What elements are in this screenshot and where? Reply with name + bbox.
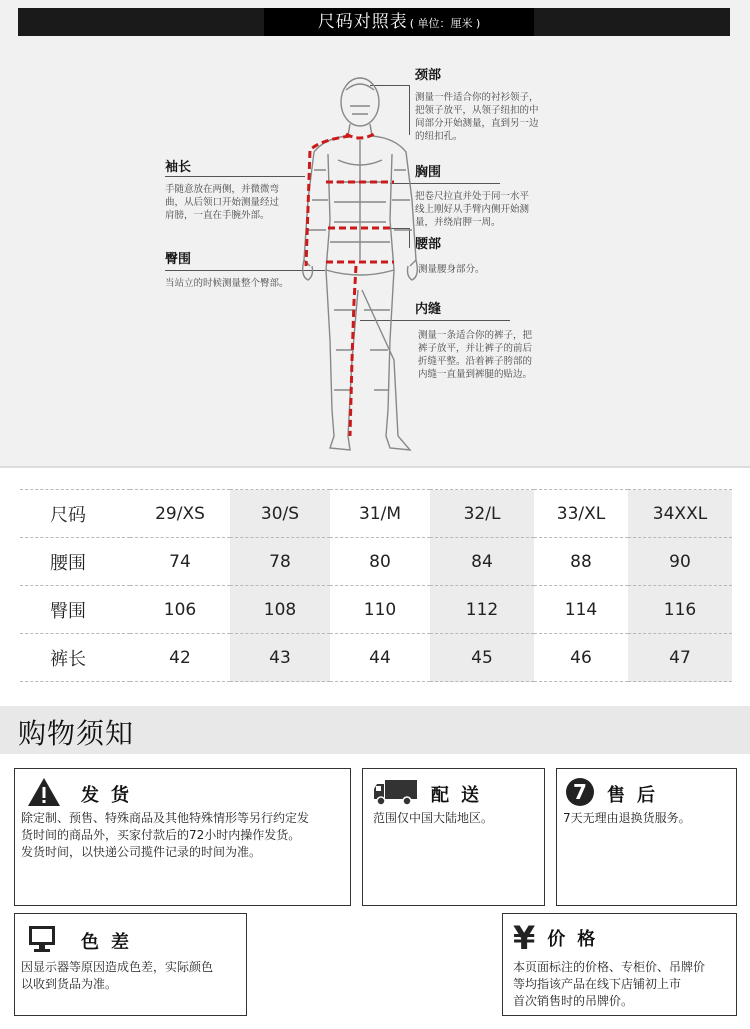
table-cell: 108 [230,586,330,634]
table-cell: 46 [534,634,628,682]
neck-description: 测量一件适合你的衬衫领子， 把领子放平，从领子纽扣的中 间部分开始测量，直到另一边 的纽扣孔。 [415,92,539,142]
size-table [20,489,732,682]
monitor-icon [27,924,57,958]
delivery-title: 配送 [431,785,491,806]
sleeve-callout-line [165,176,305,177]
seven-days-icon [565,777,595,811]
inseam-description: 测量一条适合你的裤子，把 裤子放平，并让裤子的前后 折缝平整。沿着裤子胯部的 内缝一直量到裤腿的贴边。 [418,330,533,380]
size-chart-title-bar [18,8,730,36]
waist-label: 腰部 [415,237,442,252]
hip-description: 当站立的时候测量整个臀部。 [165,278,289,289]
chest-label: 胸围 [415,165,442,180]
table-cell: 腰围 [20,538,130,586]
table-cell: 42 [130,634,230,682]
delivery-text: 范围仅中国大陆地区。 [373,811,494,825]
sleeve-description: 手随意放在两侧，并微微弯 曲，从后领口开始测量经过 肩膀，一直在手腕外部。 [165,184,280,221]
truck-icon [373,777,419,811]
table-cell: 80 [330,538,430,586]
table-cell: 32/L [430,490,534,538]
neck-label: 颈部 [415,68,442,83]
aftersale-text: 7天无理由退换货服务。 [563,811,691,825]
table-cell: 47 [628,634,732,682]
table-row [20,538,732,586]
size-chart-figure [0,0,750,468]
color-header [27,924,141,958]
color-title: 色差 [81,932,141,953]
aftersale-box [556,768,737,906]
body-figure-illustration [290,70,430,462]
table-cell: 112 [430,586,534,634]
price-title: 价格 [547,929,608,950]
warning-icon [27,777,61,811]
table-cell: 74 [130,538,230,586]
table-cell: 84 [430,538,534,586]
sleeve-label: 袖长 [165,160,192,175]
inseam-label: 内缝 [415,302,442,317]
delivery-box [362,768,545,906]
table-cell: 31/M [330,490,430,538]
price-text: 本页面标注的价格、专柜价、吊牌价 等均指该产品在线下店铺初上市 首次销售时的吊牌价。 [513,960,706,1008]
table-row [20,586,732,634]
table-cell: 78 [230,538,330,586]
size-chart-title-text: 尺码对照表 [317,12,408,32]
notice-header [0,706,750,754]
table-cell: 45 [430,634,534,682]
color-text: 因显示器等原因造成色差，实际颜色 以收到货品为准。 [21,960,214,991]
yen-icon: ¥ [513,919,536,957]
table-cell: 88 [534,538,628,586]
size-chart-unit: ( 单位：厘米 ) [409,17,481,30]
table-cell: 114 [534,586,628,634]
notice-title: 购物须知 [18,717,135,750]
table-cell: 43 [230,634,330,682]
table-cell: 29/XS [130,490,230,538]
color-box [14,913,247,1016]
table-cell: 30/S [230,490,330,538]
table-cell: 106 [130,586,230,634]
table-cell: 33/XL [534,490,628,538]
chest-description: 把卷尺拉直并处于同一水平 线上刚好从手臂内侧开始测 量，并绕肩胛一周。 [415,191,530,228]
table-cell: 110 [330,586,430,634]
delivery-header [373,777,491,811]
price-header [513,919,608,957]
table-cell: 90 [628,538,732,586]
figure-divider [0,466,750,468]
table-row [20,634,732,682]
size-table-header-row [20,490,732,538]
shipping-text: 除定制、预售、特殊商品及其他特殊情形等另行约定发 货时间的商品外，买家付款后的72小时内操作发货。 发货时间，以快递公司揽件记录的时间为准。 [21,811,310,859]
shipping-title: 发货 [81,785,141,806]
aftersale-title: 售后 [607,785,667,806]
hip-label: 臀围 [165,252,192,267]
shipping-header [27,777,141,811]
table-cell: 尺码 [20,490,130,538]
table-cell: 34XXL [628,490,732,538]
table-cell: 116 [628,586,732,634]
table-cell: 裤长 [20,634,130,682]
svg-text:7: 7 [573,780,587,804]
table-cell: 44 [330,634,430,682]
aftersale-header [565,777,667,811]
price-box [502,913,737,1016]
size-chart-title [264,8,534,36]
shipping-box [14,768,351,906]
waist-description: 测量腰身部分。 [418,264,485,275]
table-cell: 臀围 [20,586,130,634]
